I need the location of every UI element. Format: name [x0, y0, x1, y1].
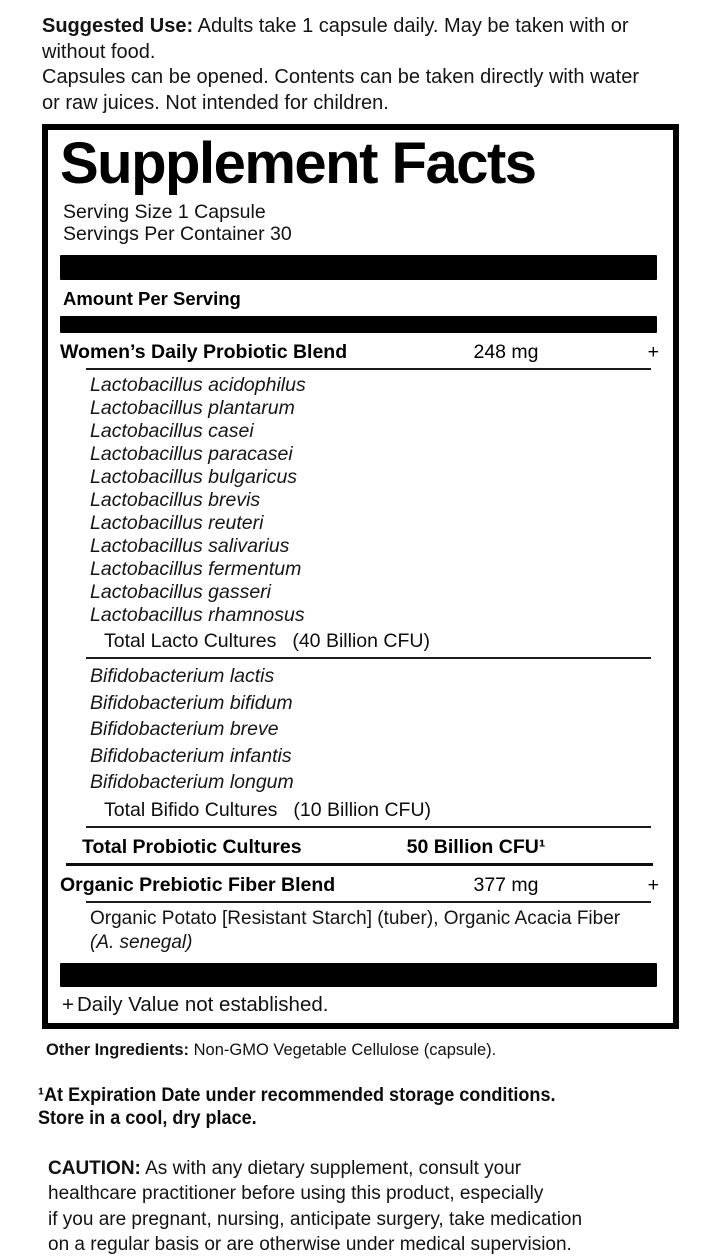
- fiber-blend-dv-symbol: +: [647, 873, 659, 896]
- fiber-ingredients-line-2: (A. senegal): [90, 931, 193, 953]
- daily-value-note: [62, 993, 663, 1017]
- caution-label: CAUTION:: [48, 1157, 141, 1179]
- lacto-total-label: Total Lacto Cultures: [104, 630, 277, 652]
- list-item: Bifidobacterium infantis: [90, 744, 292, 767]
- divider-after-probiotic-blend: [86, 368, 651, 370]
- bifido-total-label: Total Bifido Cultures: [104, 798, 278, 821]
- divider-after-total-probiotic: [66, 863, 653, 866]
- suggested-use-line-2: Capsules can be opened. Contents can be taken directly with water: [42, 66, 640, 88]
- footnote-line-2: Store in a cool, dry place.: [38, 1107, 257, 1129]
- probiotic-blend-row: [60, 341, 663, 364]
- list-item: Bifidobacterium breve: [90, 718, 279, 740]
- separator-bar-header: [60, 316, 657, 333]
- separator-bar-top: [60, 255, 657, 280]
- probiotic-blend-amount: 248 mg: [473, 341, 539, 363]
- list-item: Lactobacillus reuteri: [90, 512, 264, 534]
- divider-after-fiber-blend: [86, 901, 651, 903]
- caution-paragraph: [48, 1156, 685, 1258]
- servings-per-container: Servings Per Container 30: [63, 222, 292, 245]
- daily-value-text: Daily Value not established.: [76, 992, 329, 1016]
- separator-bar-bottom: [60, 963, 657, 987]
- caution-line-4: on a regular basis or are otherwise under medical supervision.: [48, 1234, 572, 1255]
- other-ingredients: [46, 1041, 725, 1060]
- list-item: Bifidobacterium longum: [90, 771, 294, 793]
- bifidobacterium-species-list: [60, 663, 663, 796]
- caution-line-2: healthcare practitioner before using this product, especially: [48, 1183, 544, 1204]
- suggested-use-paragraph: [42, 14, 695, 116]
- lactobacillus-species-list: [60, 374, 663, 627]
- total-probiotic-amount: 50 Billion CFU¹: [406, 835, 546, 858]
- list-item: Lactobacillus acidophilus: [90, 374, 306, 396]
- supplement-facts-panel: [42, 124, 679, 1029]
- panel-title: Supplement Facts: [60, 131, 536, 196]
- footnote-line-1: ¹At Expiration Date under recommended storage conditions.: [38, 1084, 556, 1106]
- fiber-blend-amount: 377 mg: [473, 873, 539, 896]
- list-item: Lactobacillus gasseri: [90, 581, 272, 603]
- list-item: Lactobacillus plantarum: [90, 397, 295, 419]
- suggested-use-label: Suggested Use:: [42, 15, 194, 37]
- fiber-ingredients: [60, 907, 663, 955]
- bifido-total-cfu: (10 Billion CFU): [293, 798, 432, 821]
- serving-size: Serving Size 1 Capsule: [63, 201, 266, 223]
- caution-line-1: As with any dietary supplement, consult your: [145, 1157, 522, 1179]
- caution-line-3: if you are pregnant, nursing, anticipate surgery, take medication: [48, 1208, 583, 1230]
- list-item: Lactobacillus casei: [90, 420, 254, 442]
- divider-after-bifido: [86, 826, 651, 828]
- other-ingredients-text: Non-GMO Vegetable Cellulose (capsule).: [193, 1040, 497, 1059]
- suggested-use-line-1: Adults take 1 capsule daily. May be taken with or without food.: [42, 15, 629, 63]
- list-item: Bifidobacterium bifidum: [90, 691, 293, 714]
- suggested-use-line-3: or raw juices. Not intended for children.: [42, 91, 389, 114]
- fiber-blend-name: Organic Prebiotic Fiber Blend: [60, 873, 336, 896]
- list-item: Lactobacillus brevis: [90, 489, 261, 511]
- storage-footnote: [38, 1084, 691, 1130]
- divider-after-lacto: [86, 657, 651, 659]
- list-item: Lactobacillus bulgaricus: [90, 466, 298, 488]
- probiotic-blend-name: Women’s Daily Probiotic Blend: [60, 341, 348, 363]
- total-probiotic-row: [60, 836, 663, 859]
- list-item: Lactobacillus salivarius: [90, 535, 290, 557]
- amount-per-serving-header: Amount Per Serving: [63, 288, 241, 309]
- total-probiotic-label: Total Probiotic Cultures: [82, 835, 302, 858]
- list-item: Bifidobacterium lactis: [90, 665, 275, 687]
- list-item: Lactobacillus rhamnosus: [90, 604, 305, 626]
- list-item: Lactobacillus fermentum: [90, 558, 302, 580]
- bifido-total-line: [60, 799, 663, 822]
- daily-value-symbol: +: [62, 992, 74, 1016]
- fiber-blend-row: [60, 874, 663, 897]
- list-item: Lactobacillus paracasei: [90, 443, 293, 465]
- probiotic-blend-dv-symbol: +: [647, 341, 659, 363]
- lacto-total-line: [60, 630, 663, 653]
- fiber-ingredients-line-1: Organic Potato [Resistant Starch] (tuber), Organic Acacia Fiber: [90, 907, 621, 929]
- other-ingredients-label: Other Ingredients:: [46, 1040, 190, 1059]
- lacto-total-cfu: (40 Billion CFU): [292, 630, 430, 652]
